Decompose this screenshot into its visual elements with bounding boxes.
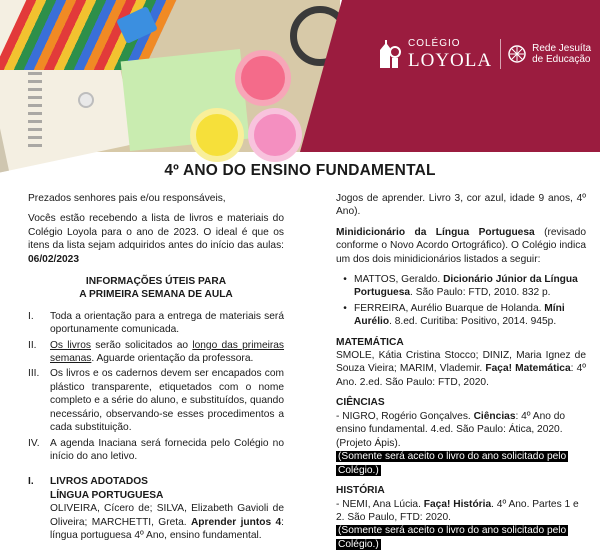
list-item: II. Os livros serão solicitados ao longo das primeiras semanas. Aguarde orientação da professora. bbox=[28, 339, 285, 365]
rede-line-1: Rede Jesuíta bbox=[532, 42, 592, 54]
math-heading: MATEMÁTICA bbox=[336, 336, 404, 348]
info-list bbox=[28, 310, 284, 463]
list-item: I. Toda a orientação para a entrega de materiais será oportunamente comunicada. bbox=[28, 310, 284, 336]
subject-heading: LÍNGUA PORTUGUESA bbox=[50, 489, 164, 501]
list-item: • FERREIRA, Aurélio Buarque de Holanda. Míni Aurélio. 8.ed. Curitiba: Positivo, 2014. 945p. bbox=[343, 302, 565, 328]
history-book: - NEMI, Ana Lúcia. Faça! História. 4º Ano. Partes 1 e 2. São Paulo, FTD: 2020. bbox=[336, 498, 579, 523]
info-heading: INFORMAÇÕES ÚTEIS PARA A PRIMEIRA SEMANA DE AULA bbox=[79, 276, 233, 301]
book-continuation: Jogos de aprender. Livro 3, cor azul, idade 9 anos, 4º Ano). bbox=[336, 193, 586, 218]
left-column bbox=[28, 192, 284, 549]
intro-paragraph: Vocês estão recebendo a lista de livros e materiais do Colégio Loyola para o ano de 2023. O ideal é que os itens da lista sejam adquiridos antes do início das aulas: 06/02/2023 bbox=[28, 213, 284, 265]
maroon-panel bbox=[300, 0, 600, 152]
list-item: • MATTOS, Geraldo. Dicionário Júnior da Língua Portuguesa. São Paulo: FTD, 2010. 832 p. bbox=[343, 274, 578, 299]
school-supplies-photo bbox=[0, 0, 340, 152]
right-column bbox=[336, 192, 586, 554]
page-title: 4º ANO DO ENSINO FUNDAMENTAL bbox=[164, 162, 436, 179]
math-book: SMOLE, Kátia Cristina Stocco; DINIZ, Maria Ignez de Souza Vieira; MARIM, Vlademir. Faça! Matemática: 4º Ano. 2.ed. São Paulo: FTD, 2020. bbox=[336, 350, 586, 388]
intro-date: 06/02/2023 bbox=[28, 253, 79, 265]
school-logo bbox=[376, 34, 591, 74]
science-book: - NIGRO, Rogério Gonçalves. Ciências: 4º Ano do ensino fundamental. 4.ed. São Paulo: Ática, 2020. (Projeto Ápis). bbox=[336, 410, 566, 449]
section-heading: I. LIVROS ADOTADOS bbox=[28, 476, 148, 488]
dictionary-intro: Minidicionário da Língua Portuguesa (revisado conforme o Novo Acordo Ortográfico). O Colégio indica um dos dois minidicionários listados a seguir: bbox=[336, 226, 587, 265]
loyola-emblem-icon bbox=[376, 38, 402, 70]
greeting: Prezados senhores pais e/ou responsáveis, bbox=[28, 193, 226, 204]
dictionary-list bbox=[336, 273, 586, 329]
brand-small-text: COLÉGIO bbox=[408, 37, 461, 49]
science-note: (Somente será aceito o livro do ano solicitado pelo Colégio.) bbox=[338, 450, 567, 476]
science-heading: CIÊNCIAS bbox=[336, 397, 385, 409]
rede-line-2: de Educação bbox=[532, 54, 591, 65]
history-heading: HISTÓRIA bbox=[336, 485, 385, 497]
list-item: IV. A agenda Inaciana será fornecida pelo Colégio no início do ano letivo. bbox=[28, 437, 284, 462]
header-banner bbox=[0, 0, 600, 152]
brand-name: LOYOLA bbox=[408, 49, 493, 71]
list-item: III. Os livros e os cadernos devem ser encapados com plástico transparente, etiquetados com o nome completo e a série do aluno, e substituídos, quando necessário, observando-se esses procedimentos a cada substituição. bbox=[28, 368, 284, 434]
book-entry: OLIVEIRA, Cícero de; SILVA, Elizabeth Gavioli de Oliveira; MARCHETTI, Greta. Aprender juntos 4: língua portuguesa 4º Ano, ensino fundamental. bbox=[50, 503, 284, 541]
rede-jesuita-icon bbox=[507, 44, 527, 64]
history-note: (Somente será aceito o livro do ano solicitado pelo Colégio.) bbox=[338, 525, 567, 550]
